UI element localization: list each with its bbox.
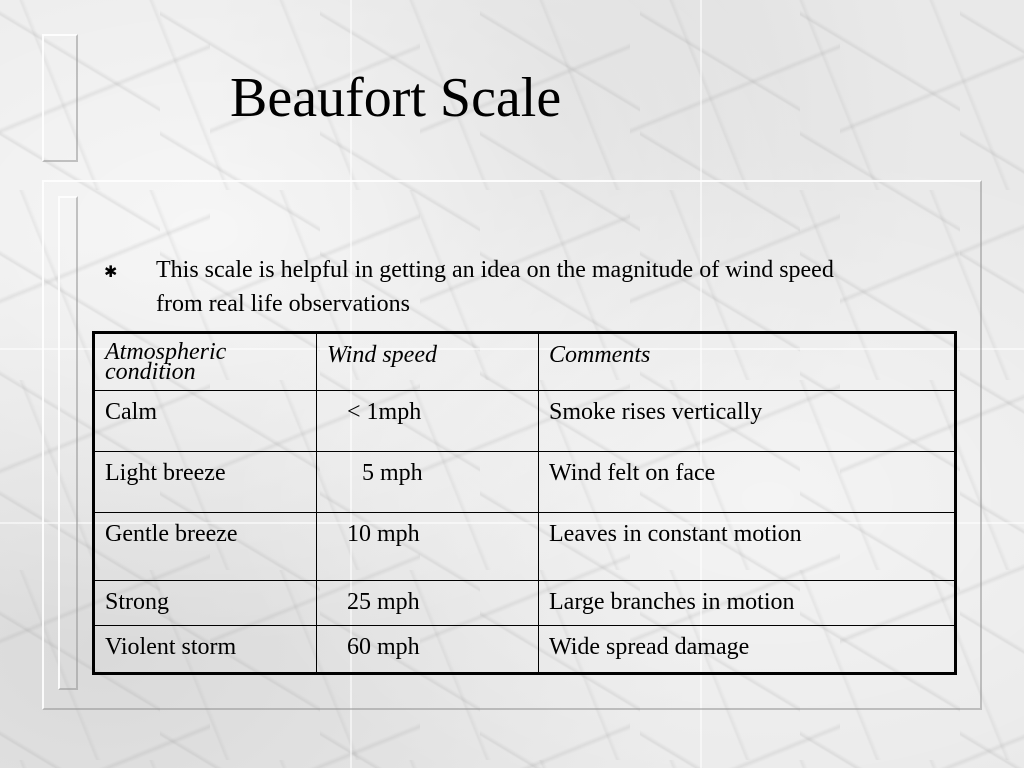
header-atmospheric-condition: Atmospheric condition [94,333,317,391]
table-row [94,391,956,452]
condition-cell: Violent storm [94,626,317,674]
header-wind-speed: Wind speed [317,333,539,391]
beaufort-table [92,331,957,675]
bullet-point [104,253,884,321]
title-side-frame [42,34,78,162]
slide-title: Beaufort Scale [230,67,562,129]
comments-cell: Smoke rises vertically [539,391,956,452]
condition-cell: Strong [94,581,317,626]
wind-speed-cell: 25 mph [317,581,539,626]
asterisk-bullet-icon: ✱ [104,264,118,281]
condition-cell: Light breeze [94,452,317,513]
comments-cell: Large branches in motion [539,581,956,626]
condition-cell: Gentle breeze [94,513,317,581]
comments-cell: Wide spread damage [539,626,956,674]
wind-speed-cell: 10 mph [317,513,539,581]
table-row [94,513,956,581]
header-comments: Comments [539,333,956,391]
condition-cell: Calm [94,391,317,452]
comments-cell: Leaves in constant motion [539,513,956,581]
table-header-row [94,333,956,391]
wind-speed-cell: 5 mph [317,452,539,513]
table-row [94,452,956,513]
bullet-text: This scale is helpful in getting an idea on the magnitude of wind speed from real life observations [156,257,834,317]
table-row [94,581,956,626]
table-row [94,626,956,674]
wind-speed-cell: < 1mph [317,391,539,452]
comments-cell: Wind felt on face [539,452,956,513]
content-side-frame [58,196,78,690]
wind-speed-cell: 60 mph [317,626,539,674]
